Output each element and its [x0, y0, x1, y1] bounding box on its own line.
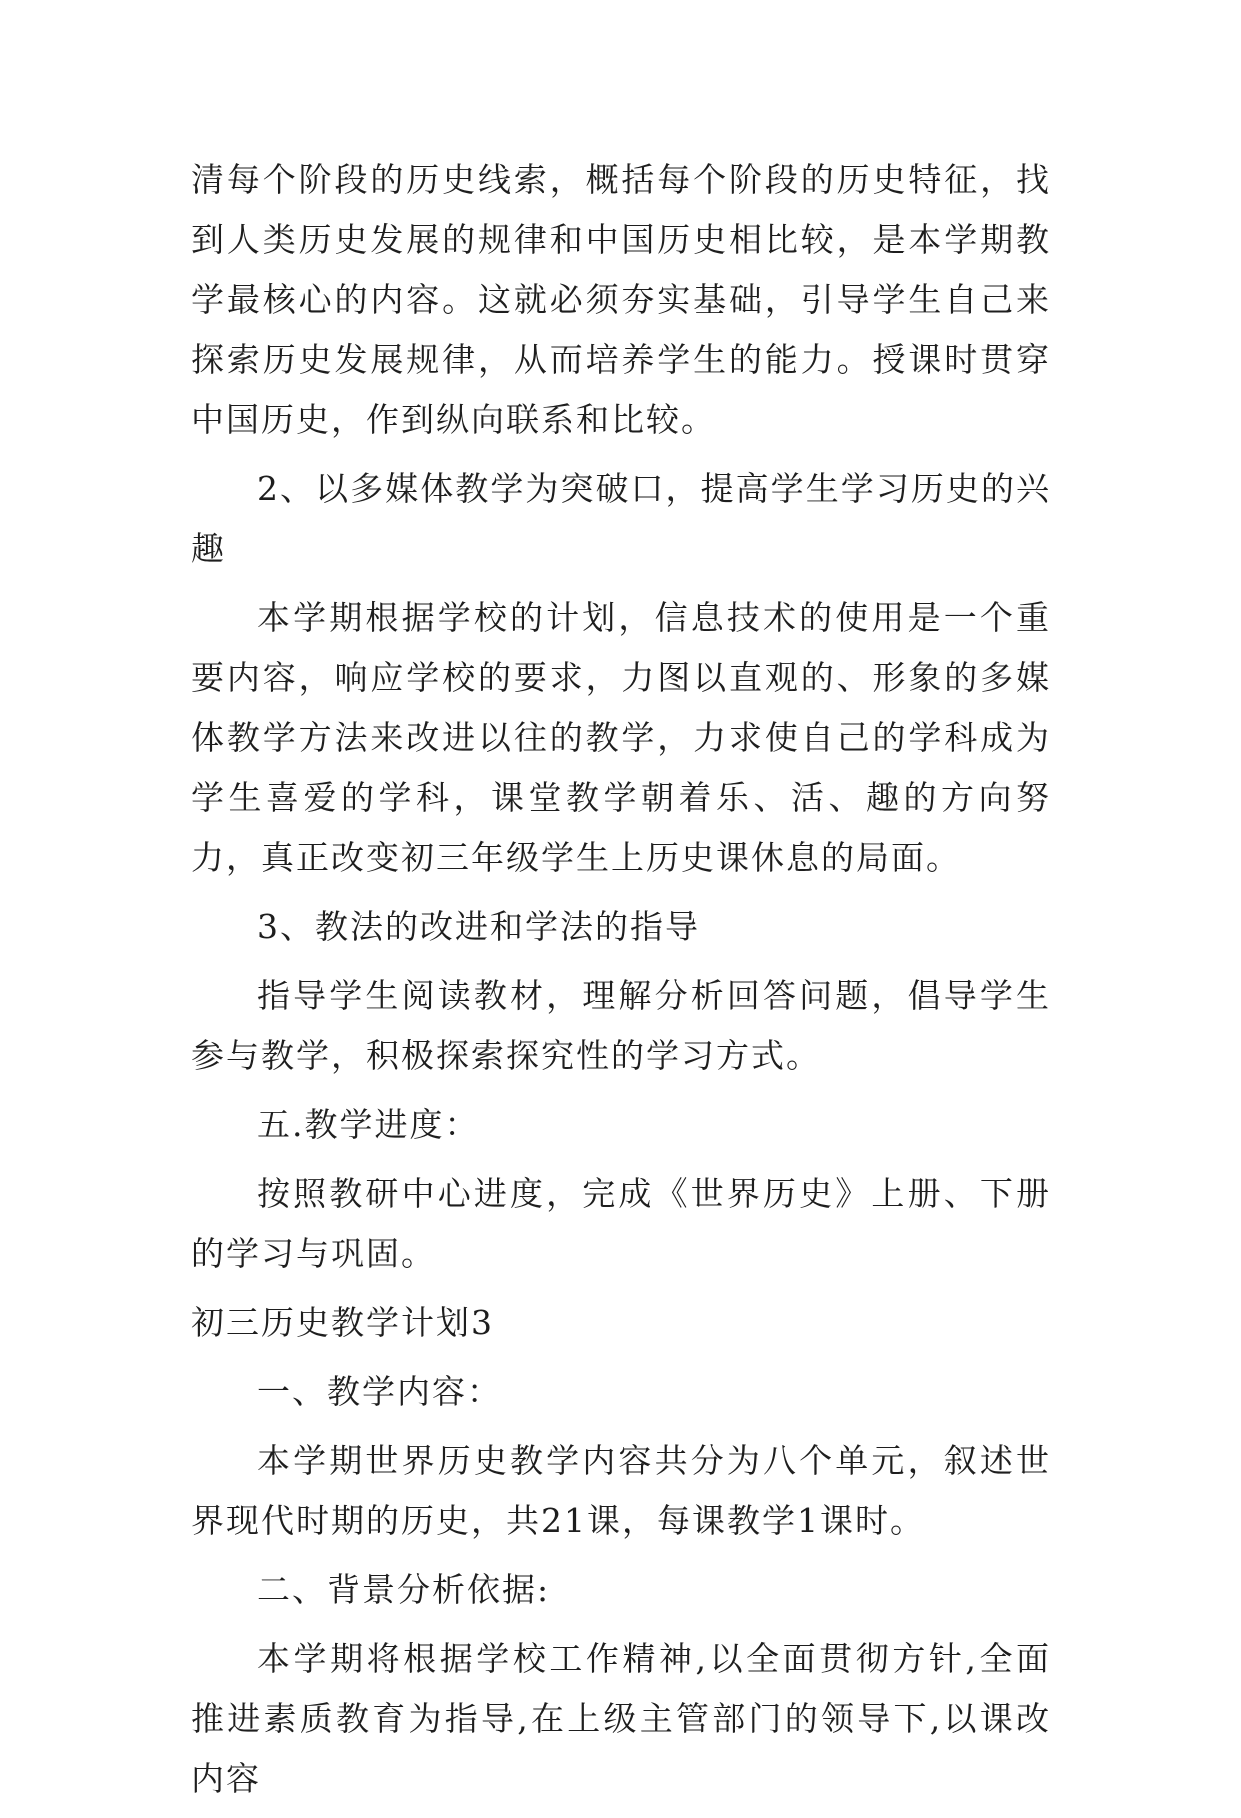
paragraph: 2、以多媒体教学为突破口，提高学生学习历史的兴趣: [191, 469, 1051, 568]
paragraph: 本学期将根据学校工作精神,以全面贯彻方针,全面推进素质教育为指导,在上级主管部门的领导下,以课改内容: [191, 1639, 1051, 1798]
paragraph: 按照教研中心进度，完成《世界历史》上册、下册的学习与巩固。: [191, 1174, 1051, 1273]
paragraph: 3、教法的改进和学法的指导: [257, 907, 700, 946]
document-body: [191, 150, 1051, 1818]
paragraph: 一、教学内容：: [257, 1372, 502, 1411]
paragraph: 二、背景分析依据:: [257, 1570, 551, 1609]
paragraph: 本学期世界历史教学内容共分为八个单元，叙述世界现代时期的历史，共21课，每课教学1课时。: [191, 1441, 1051, 1540]
paragraph: 指导学生阅读教材，理解分析回答问题，倡导学生参与教学，积极探索探究性的学习方式。: [191, 976, 1051, 1075]
paragraph: 五.教学进度：: [257, 1105, 480, 1144]
section-heading: 初三历史教学计划3: [191, 1303, 494, 1342]
paragraph: 清每个阶段的历史线索，概括每个阶段的历史特征，找到人类历史发展的规律和中国历史相比较，是本学期教学最核心的内容。这就必须夯实基础，引导学生自己来探索历史发展规律，从而培养学生的能力。授课时贯穿中国历史，作到纵向联系和比较。: [191, 160, 1051, 439]
paragraph: 本学期根据学校的计划，信息技术的使用是一个重要内容，响应学校的要求，力图以直观的、形象的多媒体教学方法来改进以往的教学，力求使自己的学科成为学生喜爱的学科，课堂教学朝着乐、活、趣的方向努力，真正改变初三年级学生上历史课休息的局面。: [191, 598, 1051, 877]
